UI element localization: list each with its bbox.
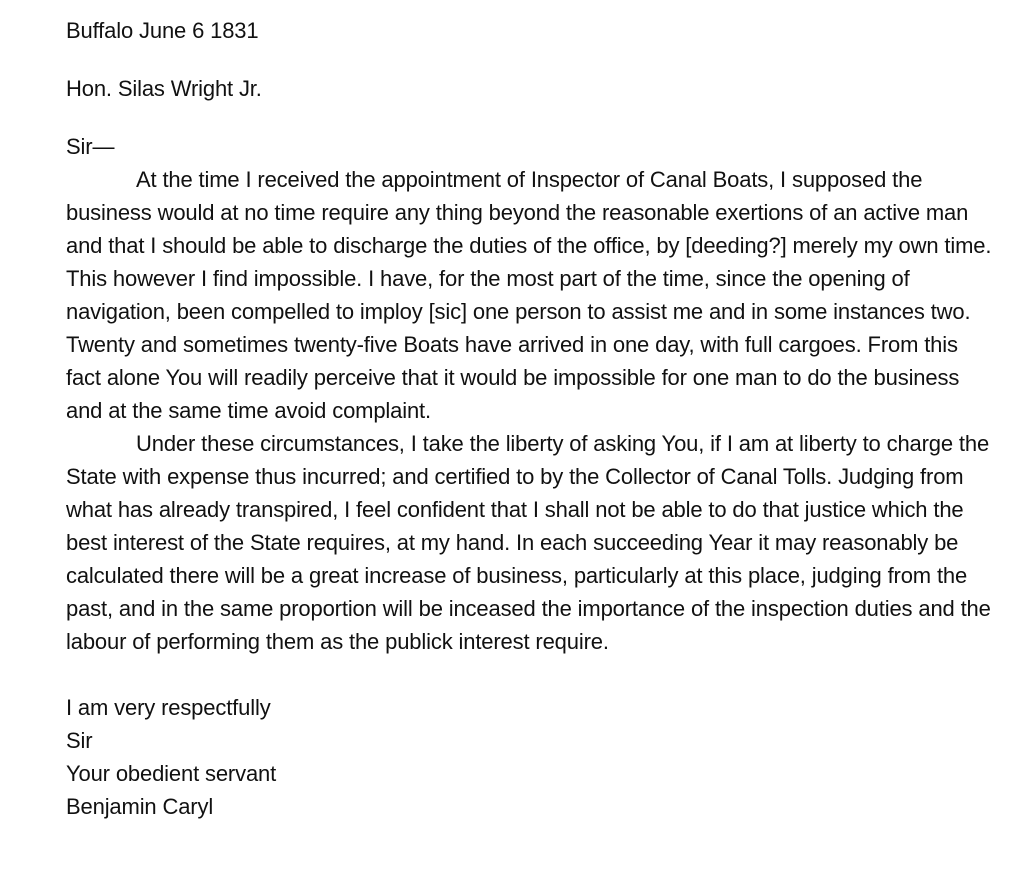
spacer [66,105,996,130]
body-paragraph-1: At the time I received the appointment of Inspector of Canal Boats, I supposed the business would at no time require any thing beyond the reasonable exertions of an active man and that I should be able to discharge the duties of the office, by [deeding?] merely my own time. This however I find impossible. I have, for the most part of the time, since the opening of navigation, been compelled to imploy [sic] one person to assist me and in some instances two. Twenty and sometimes twenty-five Boats have arrived in one day, with full cargoes. From this fact alone You will readily perceive that it would be impossible for one man to do the business and at the same time avoid complaint. [66,167,992,423]
spacer [66,47,996,72]
closing-line-1: I am very respectfully [66,695,271,720]
salutation: Sir— [66,134,115,159]
letter-page [66,14,996,823]
signature-name: Benjamin Caryl [66,794,214,819]
dateline: Buffalo June 6 1831 [66,18,259,43]
closing-line-3: Your obedient servant [66,761,277,786]
body-paragraph-2: Under these circumstances, I take the liberty of asking You, if I am at liberty to charge the State with expense thus incurred; and certified to by the Collector of Canal Tolls. Judging from what has already transpired, I feel confident that I shall not be able to do that justice which the best interest of the State requires, at my hand. In each succeeding Year it may reasonably be calculated there will be a great increase of business, particularly at this place, judging from the past, and in the same proportion will be inceased the importance of the inspection duties and the labour of performing them as the publick interest require. [66,431,991,654]
addressee: Hon. Silas Wright Jr. [66,76,262,101]
spacer [66,658,996,691]
closing-line-2: Sir [66,728,93,753]
